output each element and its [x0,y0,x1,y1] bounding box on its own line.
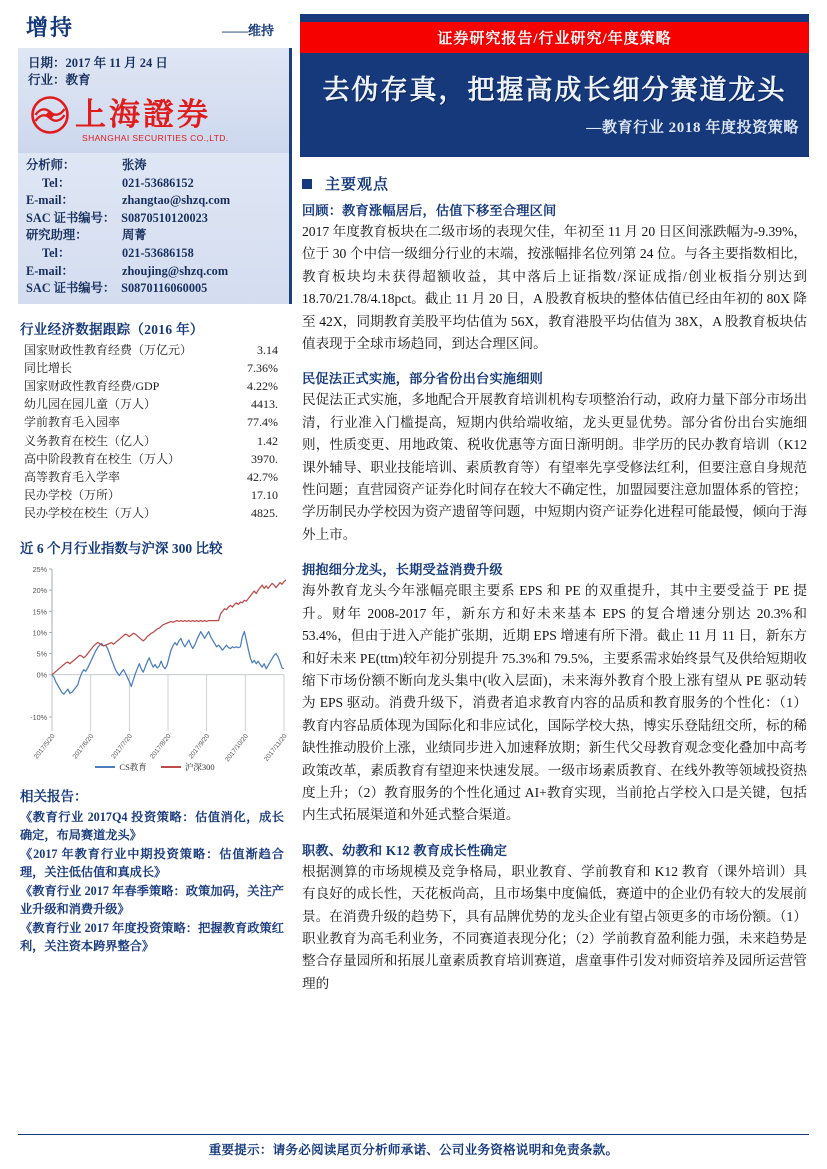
analyst-tel-value: 021-53686152 [122,175,194,190]
assistant-name: 周菁 [122,228,147,243]
section-paragraph: 根据测算的市场规模及竞争格局，职业教育、学前教育和 K12 教育（课外培训）具有良好的成长性，天花板尚高，且市场集中度偏低，赛道中的企业仍有较大的发展前景。在消费升级的趋势下，具有品牌优势的龙头企业有望占领更多的市场份额。（1）职业教育为高毛利业务，不同赛道表现分化；（2）学前教育盈利能力强，未来趋势是整合存量园所和拓展儿童素质教育培训赛道，虐童事件引发对师资培养及园所运营管理的 [302,863,807,991]
sidebar [18,14,292,1128]
assistant-sac-row [26,280,281,298]
y-axis-tick-label: 25% [32,564,47,574]
analyst-email-value: zhangtao@shzq.com [122,193,231,208]
section-heading: 回顾：教育涨幅居后，估值下移至合理区间 [302,203,557,218]
report-industry: 行业：教育 [28,73,91,87]
chart-title: 近 6 个月行业指数与沪深 300 比较 [20,540,223,556]
analyst-sac-label: SAC 证书编号： [26,210,116,225]
y-axis-tick-label: 5% [36,649,47,659]
assistant-email-label: E-mail： [26,263,74,278]
header-banner-text: 证券研究报告/行业研究/年度策略 [437,31,672,47]
data-row-value: 7.36% [247,361,278,376]
x-axis-tick-label: 2017/5/20 [32,732,57,761]
assistant-sac-label: SAC 证书编号： [26,281,116,296]
table-row [18,342,292,360]
x-axis-tick-label: 2017/8/20 [148,732,173,761]
assistant-row [26,227,281,245]
analyst-row [26,157,281,175]
table-row [18,432,292,450]
assistant-tel-row [26,245,281,263]
x-axis-tick-label: 2017/10/20 [224,732,250,763]
assistant-label: 研究助理： [26,228,88,243]
data-row-key: 高等教育毛入学率 [24,469,121,484]
table-row [18,378,292,396]
section-heading: 拥抱细分龙头，长期受益消费升级 [302,562,503,578]
analyst-sac-value: S0870510120023 [121,210,208,225]
analyst-email-label: E-mail： [26,193,74,208]
page-body [18,14,809,1128]
data-row-value: 4413. [251,397,278,412]
industry-data-title: 行业经济数据跟踪（2016 年） [20,321,204,337]
y-axis-tick-label: 0% [36,670,47,680]
assistant-email-row [26,263,281,281]
analyst-tel-label: Tel： [42,175,71,190]
shanghai-securities-emblem-icon [30,95,70,135]
bullet-square-icon [302,179,312,189]
data-row-key: 高中阶段教育在校生（万人） [24,451,181,466]
company-logo [30,95,279,143]
related-reports-title: 相关报告： [20,788,88,804]
index-comparison-chart [18,559,290,777]
related-reports-list [18,808,292,956]
chart-svg [18,559,290,777]
logo-row [30,95,211,135]
industry-data-table [18,342,292,523]
assistant-email-value: zhoujing@shzq.com [122,263,229,278]
x-axis-tick-label: 2017/9/20 [187,732,212,761]
y-axis-tick-label: 10% [32,628,47,638]
data-row-value: 4825. [251,505,278,520]
related-report-item[interactable]: 《教育行业 2017 年度投资策略：把握教育政策红利，关注资本跨界整合》 [20,920,284,954]
table-row [18,414,292,432]
assistant-sac-value: S0870116060005 [121,281,208,296]
data-row-value: 42.7% [247,469,278,484]
page-title: 去伪存真，把握高成长细分赛道龙头 [322,74,787,105]
main-points-label: 主要观点 [325,177,390,193]
section-paragraph: 海外教育龙头今年涨幅亮眼主要系 EPS 和 PE 的双重提升，其中主要受益于 PE 提升。财年 2008-2017 年，新东方和好未来基本 EPS 的复合增速分别达 20.3%和 53.4%，但由于进入产能扩张期，近期 EPS 增速有所下滑。截止 11 月 11 日，新东方和好未来 PE(ttm)较年初分别提升 75.3%和 79.5%，主要系需求始终景气及供给短期收缩下市场份额不断向龙头集中(收入层面)，未来海外教育个股上涨有望从 PE 驱动转为 EPS 驱动。消费升级下，消费者追求教育内容的品质和教育服务的个性化：（1）教育内容品质体现为国际化和非应试化，国际学校大热，博实乐登陆纽交所，标的稀缺性推动股价上涨，业绩同步进入加速释放期；新生代父母教育观念变化叠加中高考政策改革，素质教育有望迎来快速发展。一级市场素质教育、在线外教等领域投资热度上升；（2）教育服务的个性化通过 AI+教育实现，当前抢占学校入口是关键，包括内生式拓展渠道和外延式整合渠道。 [302,583,807,823]
data-row-value: 3.14 [257,343,278,358]
page-subtitle: —教育行业 2018 年度投资策略 [586,119,799,136]
legend-label-1: 沪深300 [184,761,215,772]
analyst-name: 张涛 [122,158,147,172]
header-banner [300,21,809,54]
related-report-item[interactable]: 《2017 年教育行业中期投资策略：估值渐趋合理，关注低估值和真成长》 [20,846,284,880]
data-row-value: 17.10 [251,487,278,502]
analyst-sac-row [26,210,281,228]
analyst-label: 分析师： [26,158,76,172]
rating-row [18,14,292,48]
rating-change-note: ——维持 [221,23,274,38]
related-report-item[interactable]: 《教育行业 2017 年春季策略：政策加码，关注产业升级和消费升级》 [20,883,284,917]
main-column [292,14,809,1128]
section-heading: 民促法正式实施，部分省份出台实施细则 [302,371,543,387]
table-row [18,450,292,468]
data-row-value: 4.22% [247,379,278,394]
table-row [18,360,292,378]
x-axis-tick-label: 2017/6/20 [71,732,96,761]
y-axis-tick-label: -10% [30,712,47,722]
industry-data-body [18,342,292,523]
logo-chinese-name: 上海證券 [75,97,211,132]
report-date: 日期：2017 年 11 月 24 日 [28,56,168,70]
related-report-item[interactable]: 《教育行业 2017Q4 投资策略：估值消化，成长确定，布局赛道龙头》 [20,809,284,843]
report-header [300,14,809,157]
analyst-tel-row [26,175,281,193]
data-row-key: 民办学校在校生（万人） [24,505,157,520]
table-row [18,396,292,414]
page-footer [18,1134,809,1159]
data-row-key: 幼儿园在园儿童（万人） [24,397,157,412]
data-row-value: 77.4% [247,415,278,430]
table-row [18,468,292,486]
data-row-key: 学前教育毛入园率 [24,415,121,430]
section-paragraph: 民促法正式实施，多地配合开展教育培训机构专项整治行动，政府力量下部分市场出清，行业准入门槛提高，短期内供给端收缩，龙头更显优势。部分省份出台实施细则，性质变更、用地政策、税收优惠等方面日渐明朗。非学历的民办教育培训（K12 课外辅导、职业技能培训、素质教育等）有望率先享受修法红利，但要注意自身规范性问题；直营园资产证券化时间存在较大不确定性，加盟园要注意加盟体系的管控；学历制民办学校因为资产遗留等问题，中短期内资产证券化进程可能最慢，倾向于海外上市。 [302,392,807,542]
table-row [18,505,292,523]
header-title-block [300,54,809,157]
header-top-rule [300,14,809,21]
logo-english-name: SHANGHAI SECURITIES CO.,LTD. [82,133,229,143]
footer-disclaimer: 重要提示：请务必阅读尾页分析师承诺、公司业务资格说明和免责条款。 [208,1143,619,1157]
data-row-key: 义务教育在校生（亿人） [24,433,157,448]
table-row [18,487,292,505]
data-row-key: 国家财政性教育经费（万亿元） [24,343,193,358]
x-axis-tick-label: 2017/11/20 [263,732,289,763]
rating-value: 增持 [26,15,75,40]
analyst-panel [18,153,292,304]
y-axis-tick-label: 15% [32,606,47,616]
data-row-key: 民办学校（万所） [24,487,121,502]
legend-label-0: CS教育 [119,761,147,772]
content-sections [300,200,809,995]
section-paragraph: 2017 年度教育板块在二级市场的表现欠佳，年初至 11 月 20 日区间涨跌幅为-9.39%，位于 30 个中信一级细分行业的末端，按涨幅排名位列第 24 位。与各主要指数相比，教育板块均未获得超额收益，其中落后上证指数/深证成指/创业板指分别达到 18.70/21.78/4.18pct。截止 11 月 20 日，A 股教育板块的整体估值已经由年初的 80X 降至 42X，同期教育美股平均估值为 56X，教育港股平均估值为 38X，A 股教育板块估值表现于全球市场趋同，到达合理区间。 [302,224,807,352]
assistant-tel-value: 021-53686158 [122,245,194,260]
assistant-tel-label: Tel： [42,245,71,260]
data-row-key: 同比增长 [24,361,73,376]
analyst-email-row [26,192,281,210]
main-points-header [302,173,809,194]
data-row-key: 国家财政性教育经费/GDP [24,379,160,394]
data-row-value: 1.42 [257,433,278,448]
x-axis-tick-label: 2017/7/20 [110,732,134,761]
y-axis-tick-label: 20% [32,585,47,595]
section-heading: 职教、幼教和 K12 教育成长性确定 [302,842,508,858]
data-row-value: 3970. [251,451,278,466]
report-meta-panel [18,48,292,153]
